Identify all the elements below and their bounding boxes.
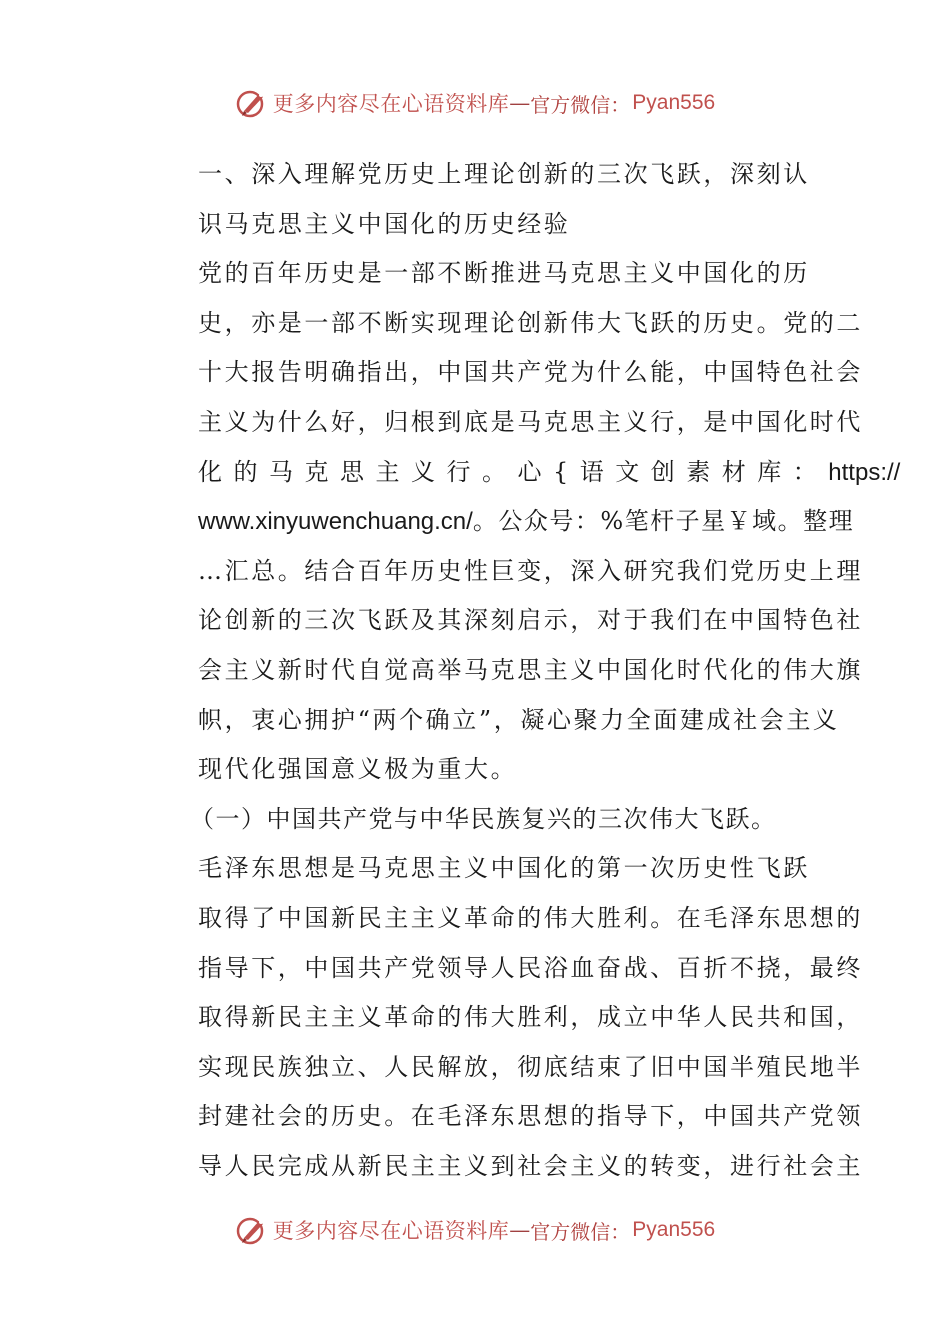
text-line: 封建社会的历史。在毛泽东思想的指导下，中国共产党领 — [198, 1102, 863, 1131]
paragraph-2 — [146, 844, 863, 1191]
footer-separator: — — [509, 1218, 531, 1242]
text-line: 取得新民主主义革命的伟大胜利，成立中华人民共和国， — [198, 1003, 863, 1032]
text-line: 十大报告明确指出，中国共产党为什么能，中国特色社会 — [198, 358, 863, 387]
url-link: www.xinyuwenchuang.cn/ — [198, 508, 473, 536]
text-line: 论创新的三次飞跃及其深刻启示，对于我们在中国特色社 — [198, 606, 863, 635]
text-fragment: 化的马克思主义行。心{语文创素材库： — [198, 457, 829, 486]
pen-logo-icon — [235, 1213, 269, 1247]
text-line: 党的百年历史是一部不断推进马克思主义中国化的历 — [198, 259, 810, 288]
footer-wechat-label: 官方微信： — [530, 1219, 631, 1244]
text-line: 帜，衷心拥护“两个确立”，凝心聚力全面建成社会主义 — [198, 705, 840, 734]
header-separator: — — [509, 91, 531, 115]
footer-banner — [0, 1210, 950, 1250]
text-line: 史，亦是一部不断实现理论创新伟大飞跃的历史。党的二 — [198, 308, 863, 337]
paragraph-1 — [146, 249, 901, 795]
footer-wechat-id: Pyan556 — [632, 1218, 716, 1241]
section-heading-1 — [146, 150, 810, 249]
text-line — [146, 448, 901, 498]
text-line: 导人民完成从新民主主义到社会主义的转变，进行社会主 — [198, 1151, 863, 1180]
text-line: …汇总。结合百年历史性巨变，深入研究我们党历史上理 — [198, 556, 863, 585]
text-line: （一）中国共产党与中华民族复兴的三次伟大飞跃。 — [190, 804, 777, 833]
text-line: 识马克思主义中国化的历史经验 — [198, 209, 571, 238]
text-line: 取得了中国新民主主义革命的伟大胜利。在毛泽东思想的 — [198, 903, 863, 932]
text-line: 主义为什么好，归根到底是马克思主义行，是中国化时代 — [198, 407, 863, 436]
url-fragment: https:// — [828, 458, 901, 486]
footer-banner-text: 更多内容尽在心语资料库 — [272, 1219, 510, 1243]
header-wechat-label: 官方微信： — [530, 92, 631, 117]
text-line: 毛泽东思想是马克思主义中国化的第一次历史性飞跃 — [198, 854, 810, 883]
text-fragment: 。公众号：%笔杆子星￥域。整理 — [472, 507, 855, 536]
text-line: 一、深入理解党历史上理论创新的三次飞跃，深刻认 — [198, 160, 810, 188]
text-line — [146, 497, 855, 547]
text-line: 现代化强国意义极为重大。 — [198, 755, 518, 784]
text-line: 会主义新时代自觉高举马克思主义中国化时代化的伟大旗 — [198, 655, 863, 684]
header-banner-text: 更多内容尽在心语资料库 — [272, 92, 510, 116]
pen-logo-icon — [235, 86, 269, 120]
text-line: 指导下，中国共产党领导人民浴血奋战、百折不挠，最终 — [198, 953, 863, 982]
document-body — [146, 150, 901, 1191]
text-line: 实现民族独立、人民解放，彻底结束了旧中国半殖民地半 — [198, 1052, 863, 1081]
section-heading-2 — [146, 795, 806, 845]
header-banner — [0, 83, 950, 123]
header-wechat-id: Pyan556 — [632, 91, 716, 114]
